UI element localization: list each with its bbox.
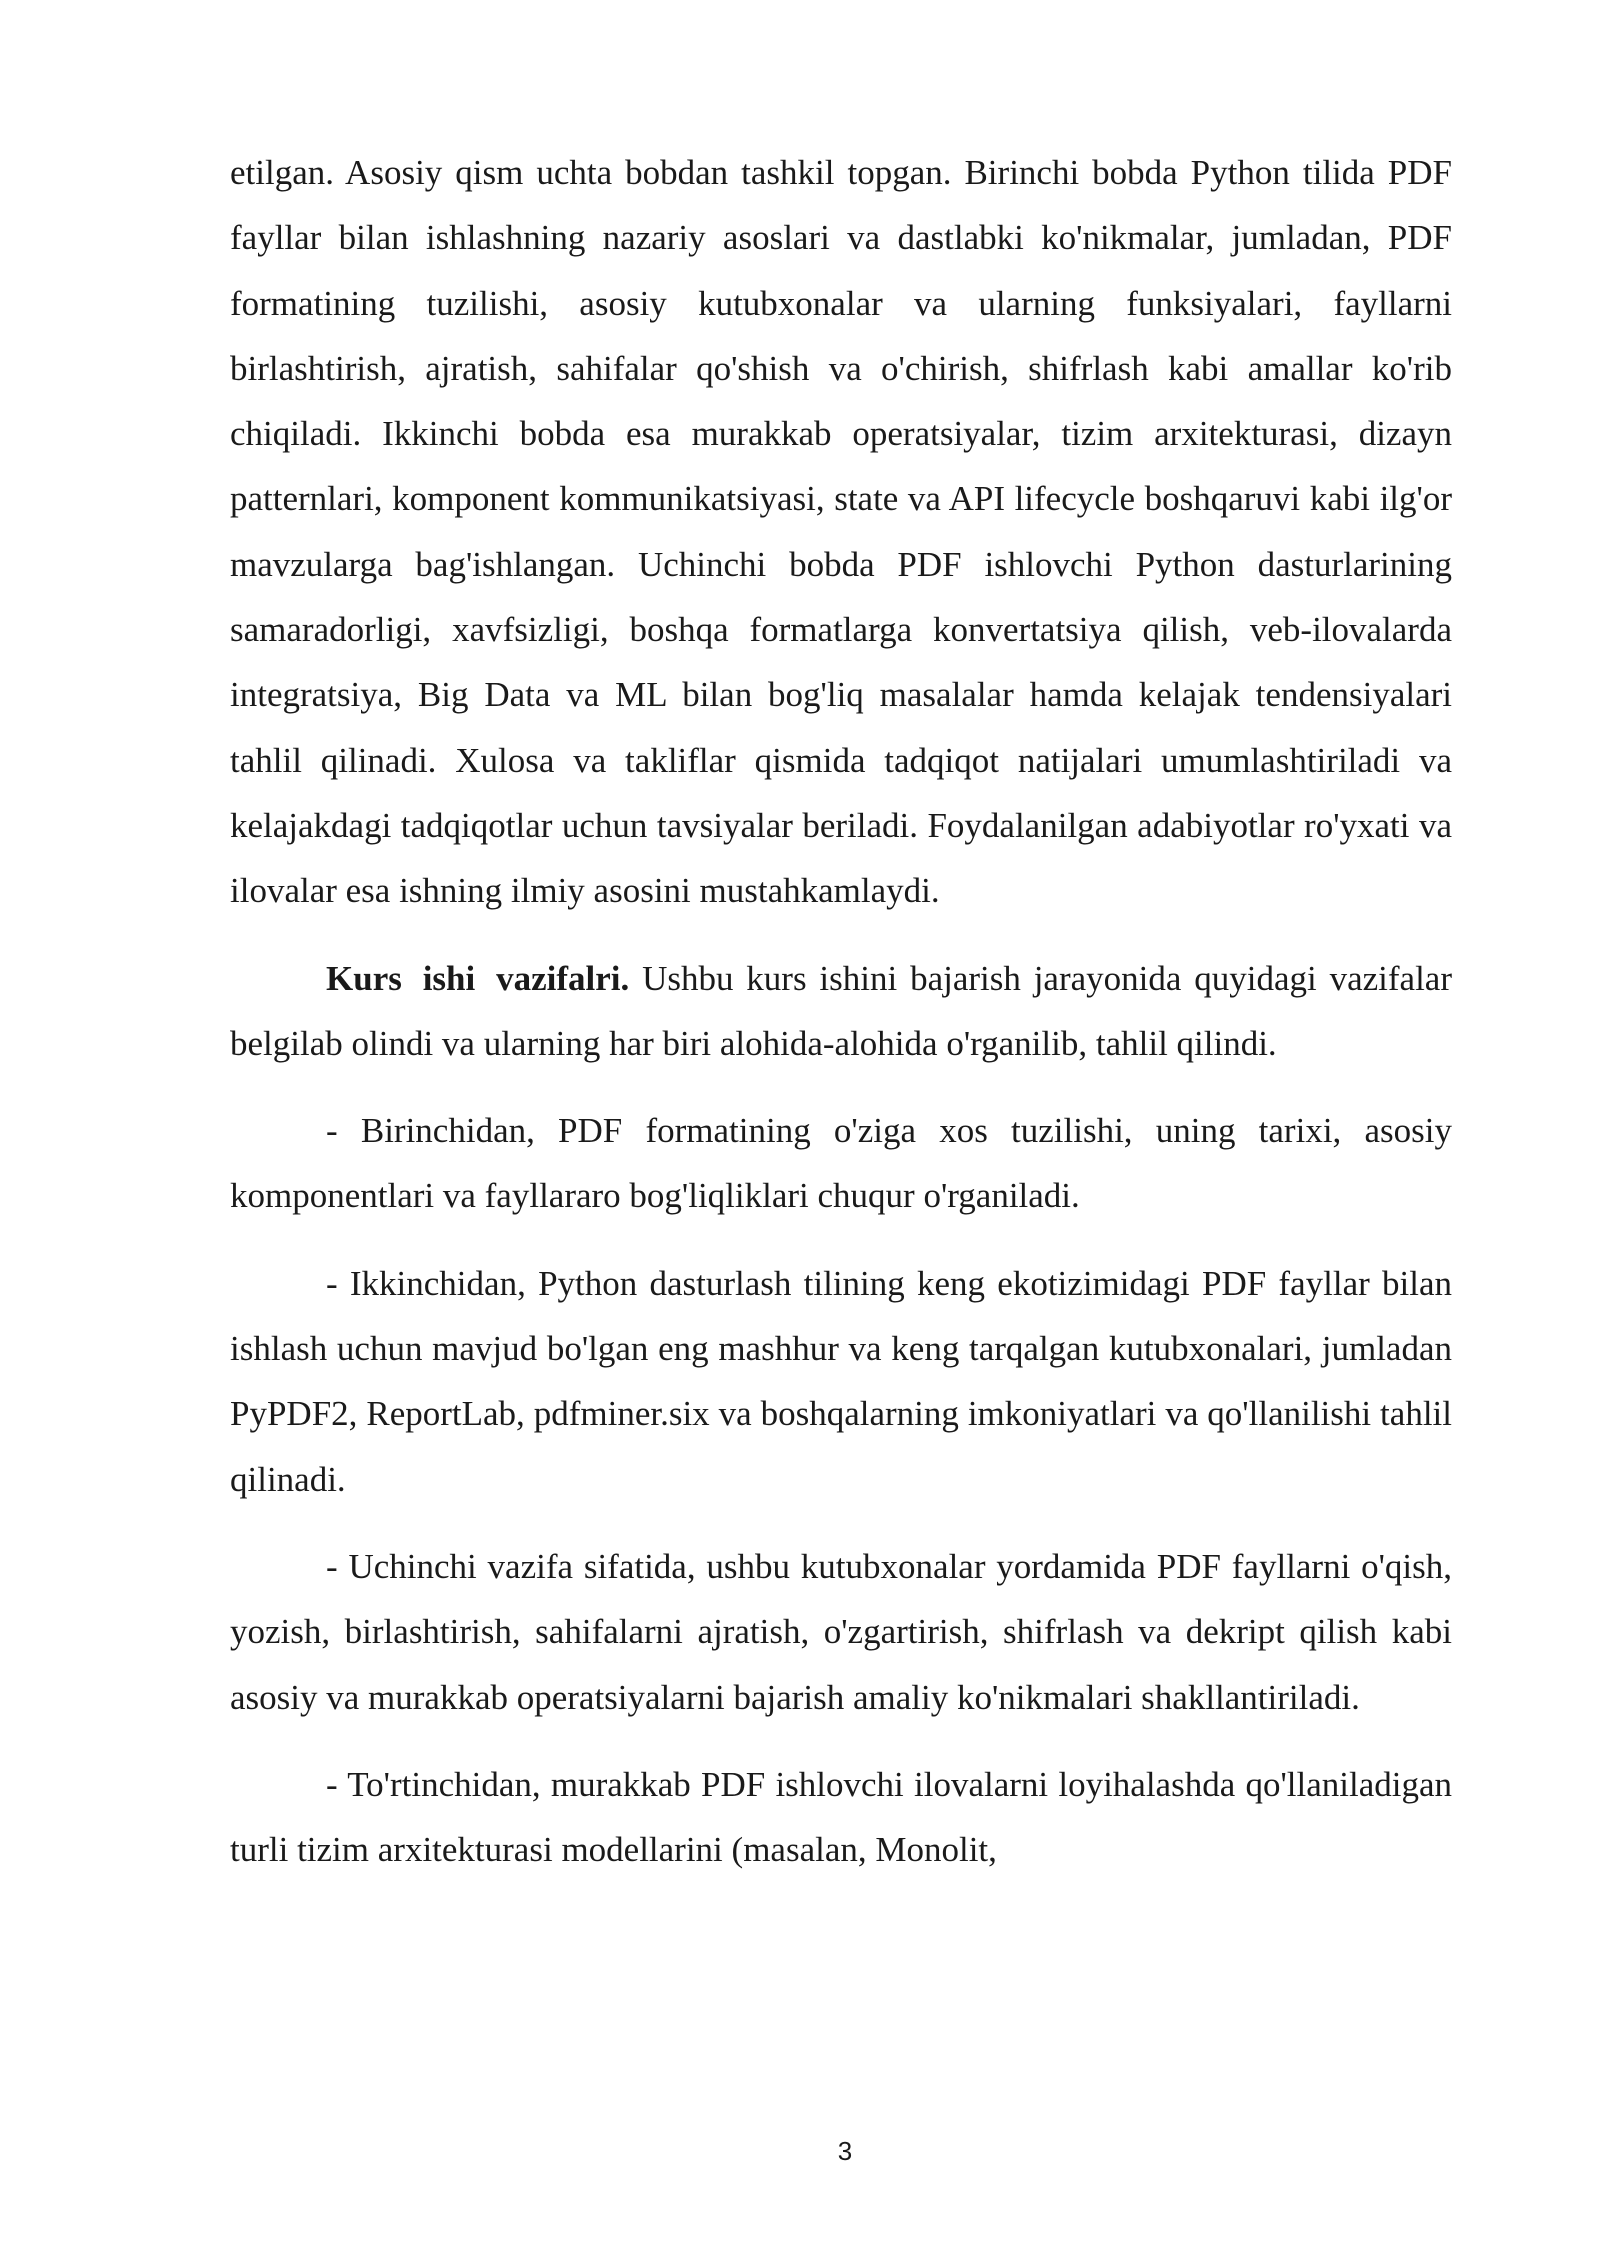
paragraph-task-2 (230, 1251, 1452, 1512)
paragraph-task-4 (230, 1752, 1452, 1883)
paragraph-text: - Birinchidan, PDF formatining o'ziga xos tuzilishi, uning tarixi, asosiy komponentlari va fayllararo bog'liqliklari chuqur o'rganiladi. (230, 1111, 1452, 1216)
paragraph-text: - Uchinchi vazifa sifatida, ushbu kutubxonalar yordamida PDF fayllarni o'qish, yozish, birlashtirish, sahifalarni ajratish, o'zgartirish, shifrlash va dekript qilish kabi asosiy va murakkab operatsiyalarni bajarish amaliy ko'nikmalari shakllantiriladi. (230, 1546, 1452, 1717)
paragraph-tasks-intro (230, 946, 1452, 1077)
paragraph-intro-continued (230, 140, 1452, 924)
section-heading: Kurs ishi vazifalri. (326, 958, 630, 998)
paragraph-text: - Ikkinchidan, Python dasturlash tilining keng ekotizimidagi PDF fayllar bilan ishlash uchun mavjud bo'lgan eng mashhur va keng tarqalgan kutubxonalari, jumladan PyPDF2, ReportLab, pdfminer.six va boshqalarning imkoniyatlari va qo'llanilishi tahlil qilinadi. (230, 1263, 1452, 1499)
page-number: 3 (837, 2136, 853, 2166)
paragraph-task-1 (230, 1098, 1452, 1229)
paragraph-text: Ushbu kurs ishini bajarish jarayonida quyidagi vazifalar belgilab olindi va ularning har biri alohida-alohida o'rganilib, tahlil qilindi. (230, 958, 1452, 1063)
paragraph-text: - To'rtinchidan, murakkab PDF ishlovchi ilovalarni loyihalashda qo'llaniladigan turli tizim arxitekturasi modellarini (masalan, Monolit, (230, 1764, 1452, 1870)
paragraph-text: etilgan. Asosiy qism uchta bobdan tashkil topgan. Birinchi bobda Python tilida PDF fayllar bilan ishlashning nazariy asoslari va dastlabki ko'nikmalar, jumladan, PDF formatining tuzilishi, asosiy kutubxonalar va ularning funksiyalari, fayllarni birlashtirish, ajratish, sahifalar qo'shish va o'chirish, shifrlash kabi amallar ko'rib chiqiladi. Ikkinchi bobda esa murakkab operatsiyalar, tizim arxitekturasi, dizayn patternlari, komponent kommunikatsiyasi, state va API lifecycle boshqaruvi kabi ilg'or mavzularga bag'ishlangan. Uchinchi bobda PDF ishlovchi Python dasturlarining samaradorligi, xavfsizligi, boshqa formatlarga konvertatsiya qilish, veb-ilovalarda integratsiya, Big Data va ML bilan bog'liq masalalar hamda kelajak tendensiyalari tahlil qilinadi. Xulosa va takliflar qismida tadqiqot natijalari umumlashtiriladi va kelajakdagi tadqiqotlar uchun tavsiyalar beriladi. Foydalanilgan adabiyotlar ro'yxati va ilovalar esa ishning ilmiy asosini mustahkamlaydi. (230, 153, 1452, 911)
document-page (230, 140, 1452, 1882)
paragraph-task-3 (230, 1534, 1452, 1730)
